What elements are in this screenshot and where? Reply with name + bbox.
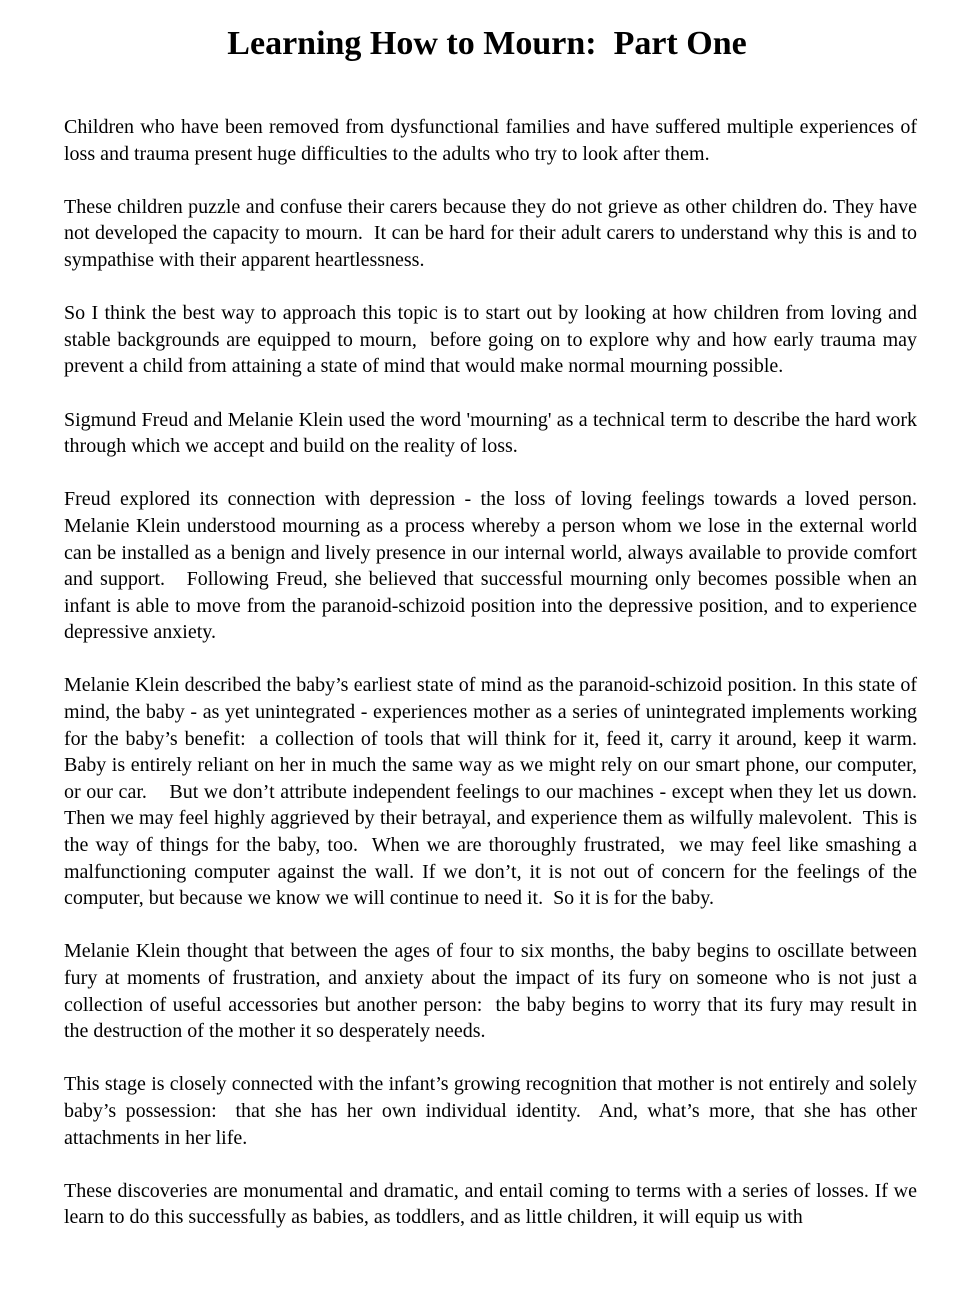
- paragraph-5: Freud explored its connection with depression - the loss of loving feelings towards a loved person. Melanie Klein understood mourning as a process whereby a person whom we lose in the external world can be installed as a benign and lively presence in our internal world, always available to provide comfort and support. Following Freud, she believed that successful mourning only becomes possible when an infant is able to move from the paranoid-schizoid position into the depressive position, and to experience depressive anxiety.: [64, 488, 922, 644]
- paragraph-1: Children who have been removed from dysfunctional families and have suffered multiple experiences of loss and trauma present huge difficulties to the adults who try to look after them.: [64, 116, 922, 165]
- paragraph-6: Melanie Klein described the baby’s earliest state of mind as the paranoid-schizoid position. In this state of mind, the baby - as yet unintegrated - experiences mother as a series of unintegrated implements working for the baby’s benefit: a collection of tools that will think for it, feed it, carry it around, keep it warm. Baby is entirely reliant on her in much the same way as we might rely on our smart phone, our computer, or our car. But we don’t attribute independent feelings to our machines - except when they let us down. Then we may feel highly aggrieved by their betrayal, and experience them as wilfully malevolent. This is the way of things for the baby, too. When we are thoroughly frustrated, we may feel like smashing a malfunctioning computer against the wall. If we don’t, it is not out of concern for the feelings of the computer, but because we know we will continue to need it. So it is for the baby.: [64, 674, 932, 910]
- paragraph-4: Sigmund Freud and Melanie Klein used the word 'mourning' as a technical term to describe the hard work through which we accept and build on the reality of loss.: [64, 408, 922, 458]
- paragraph-2: These children puzzle and confuse their carers because they do not grieve as other children do. They have not developed the capacity to mourn. It can be hard for their adult carers to understand why this is and to sympathise with their apparent heartlessness.: [64, 195, 922, 271]
- paragraph-8: This stage is closely connected with the infant’s growing recognition that mother is not entirely and solely baby’s possession: that she has her own individual identity. And, what’s more, that she has other attachments in her life.: [64, 1073, 922, 1149]
- document-body: [64, 114, 932, 1258]
- paragraph-9: These discoveries are monumental and dramatic, and entail coming to terms with a series of losses. If we learn to do this successfully as babies, as toddlers, and as little children, it will equip us with: [64, 1179, 922, 1229]
- page-title: Learning How to Mourn: Part One: [227, 25, 747, 62]
- paragraph-3: So I think the best way to approach this topic is to start out by looking at how children from loving and stable backgrounds are equipped to mourn, before going on to explore why and how early trauma may prevent a child from attaining a state of mind that would make normal mourning possible.: [64, 302, 922, 378]
- paragraph-7: Melanie Klein thought that between the ages of four to six months, the baby begins to oscillate between fury at moments of frustration, and anxiety about the impact of its fury on someone who is not just a collection of useful accessories but another person: the baby begins to worry that its fury may result in the destruction of the mother it so desperately needs.: [64, 940, 922, 1043]
